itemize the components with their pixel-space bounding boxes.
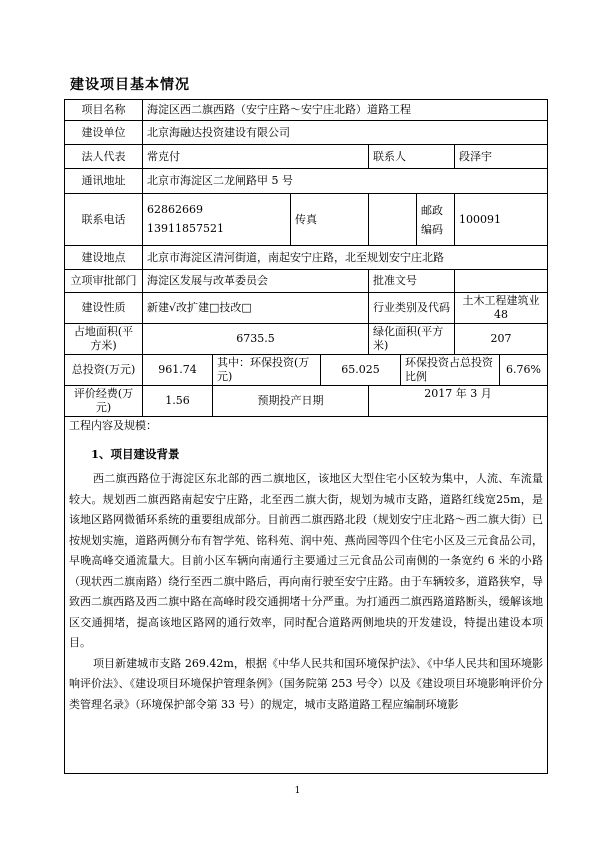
assessment-fee-label: 评价经费(万元) bbox=[65, 386, 143, 417]
legal-rep-value: 常克付 bbox=[143, 145, 369, 169]
legal-rep-label: 法人代表 bbox=[65, 145, 143, 169]
fax-label: 传真 bbox=[291, 194, 369, 246]
nature-value: 新建√改扩建□技改□ bbox=[143, 293, 369, 324]
contact-value: 段泽宇 bbox=[455, 145, 548, 169]
approval-doc-label: 批准文号 bbox=[369, 270, 455, 293]
production-date-value: 2017 年 3 月 bbox=[369, 386, 548, 417]
location-label: 建设地点 bbox=[65, 246, 143, 270]
builder-value: 北京海融达投资建设有限公司 bbox=[143, 121, 548, 145]
investment-value: 961.74 bbox=[143, 355, 213, 386]
industry-label: 行业类别及代码 bbox=[369, 293, 455, 324]
production-date-label: 预期投产日期 bbox=[213, 386, 369, 417]
phone-value-2: 13911857521 bbox=[147, 222, 224, 235]
env-ratio-value: 6.76% bbox=[500, 355, 548, 386]
approval-doc-value bbox=[455, 270, 548, 293]
assessment-fee-value: 1.56 bbox=[143, 386, 213, 417]
green-area-value: 207 bbox=[455, 324, 548, 355]
page-title: 建设项目基本情况 bbox=[70, 77, 190, 93]
investment-label: 总投资(万元) bbox=[65, 355, 143, 386]
paragraph-2: 项目新建城市支路 269.42m，根据《中华人民共和国环境保护法》、《中华人民共和国环境影响评价法》、《建设项目环境保护管理条例》（国务院第 253 号令）以及《建设项目环境影响评价分类管理名录》（环境保护部令第 33 号）的规定，城市支路道路工程应编制环境影 bbox=[69, 656, 544, 711]
address-value: 北京市海淀区二龙闸路甲 5 号 bbox=[143, 169, 548, 194]
project-info-table bbox=[64, 99, 548, 774]
phone-label: 联系电话 bbox=[65, 194, 143, 246]
approval-value: 海淀区发展与改革委员会 bbox=[143, 270, 369, 293]
fax-value bbox=[369, 194, 417, 246]
project-name-label: 项目名称 bbox=[65, 100, 143, 121]
postcode-label: 邮政编码 bbox=[417, 194, 455, 246]
section-heading: 1、项目建设背景 bbox=[91, 447, 180, 461]
paragraph-1: 西二旗西路位于海淀区东北部的西二旗地区，该地区大型住宅小区较为集中，人流、车流量较大。规划西二旗西路南起安宁庄路，北至西二旗大街，规划为城市支路，道路红线宽25m，是该地区路网微循环系统的重要组成部分。目前西二旗西路北段（规划安宁庄北路～西二旗大街）已按规划实施，道路两侧分布有智学苑、铭科苑、润中苑、燕尚园等四个住宅小区及三元食品公司，早晚高峰交通流量大。目前小区车辆向南通行主要通过三元食品公司南侧的一条宽约 6 米的小路（现状西二旗南路）绕行至西二旗中路后，再向南行驶至安宁庄路。由于车辆较多，道路狭窄，导致西二旗西路及西二旗中路在高峰时段交通拥堵十分严重。为打通西二旗西路道路断头，缓解该地区交通拥堵，提高该地区路网的通行效率，同时配合道路两侧地块的开发建设，特提出建设本项目。 bbox=[69, 472, 544, 649]
env-investment-value: 65.025 bbox=[321, 355, 401, 386]
area-label: 占地面积(平方米) bbox=[65, 324, 143, 355]
green-area-label: 绿化面积(平方米) bbox=[369, 324, 455, 355]
industry-value: 土木工程建筑业 48 bbox=[455, 293, 548, 324]
content-label: 工程内容及规模： bbox=[69, 419, 157, 432]
approval-label: 立项审批部门 bbox=[65, 270, 143, 293]
postcode-value: 100091 bbox=[455, 194, 548, 246]
location-value: 北京市海淀区清河街道，南起安宁庄路，北至规划安宁庄北路 bbox=[143, 246, 548, 270]
project-name-value: 海淀区西二旗西路（安宁庄路～安宁庄北路）道路工程 bbox=[143, 100, 548, 121]
builder-label: 建设单位 bbox=[65, 121, 143, 145]
phone-values bbox=[143, 194, 291, 246]
env-ratio-label: 环保投资占总投资比例 bbox=[401, 355, 500, 386]
page-number: 1 bbox=[294, 786, 301, 796]
env-investment-label: 其中：环保投资(万元) bbox=[213, 355, 321, 386]
area-value: 6735.5 bbox=[143, 324, 369, 355]
content-cell bbox=[65, 417, 548, 774]
nature-label: 建设性质 bbox=[65, 293, 143, 324]
contact-label: 联系人 bbox=[369, 145, 455, 169]
address-label: 通讯地址 bbox=[65, 169, 143, 194]
phone-value-1: 62862669 bbox=[147, 203, 203, 216]
